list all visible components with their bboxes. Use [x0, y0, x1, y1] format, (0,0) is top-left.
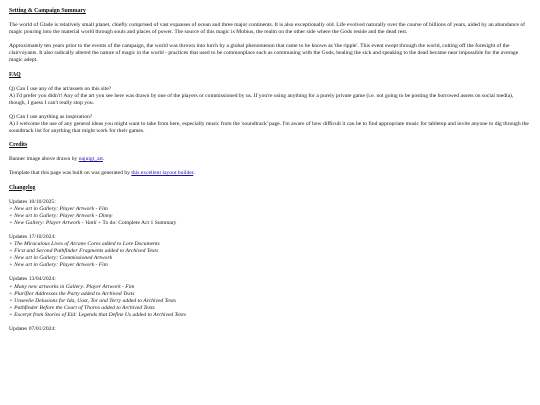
setting-paragraph-1: The world of Glade is relatively small planet, chiefly comprised of vast expanses of ocean and three major continents. It is also exceptionally old. Life evolved naturally over the course of billions of years, aided by an abundance of magic pouring into the material world through souls and places of power. The source of this magic is Mobius, the realm on the other side where the Gods reside and the dead rest. [9, 22, 526, 36]
changelog-update [9, 199, 531, 227]
credits-banner [9, 156, 531, 163]
faq-answer-1: A) I'd prefer you didn't! Any of the art you see here was drawn by one of the players or commissioned by us. If you're using anything for a purely private game (i.e. not going to be posting the borrowed assets on social media), though, I guess I can't really stop you. [9, 92, 514, 106]
changelog-update [9, 326, 531, 333]
changelog-entry-text: + New Gallery: Player Artwork - Vanli [9, 219, 97, 226]
faq-item-2 [9, 114, 531, 135]
changelog-update-title: Updates 17/10/2024: [9, 233, 56, 240]
changelog-entry-text: + First and Second Pathfinder Fragments added to Archived Texts [9, 248, 159, 255]
credits-template [9, 170, 531, 177]
credits-banner-suffix: . [102, 156, 105, 163]
changelog-update [9, 276, 531, 319]
changelog-entry [9, 248, 531, 255]
changelog-entry [9, 213, 531, 220]
credits-heading: Credits [9, 142, 28, 149]
changelog-entry-text: + Many new artworks in Gallery: Player Artwork - Fim [9, 283, 135, 290]
changelog-entry-text: + The Miraculous Lives of Arcane Cores added to Lore Documents [9, 241, 160, 248]
changelog-entry [9, 291, 531, 298]
faq-question-2: Q) Can I use anything as inspiration? [9, 113, 93, 120]
changelog-update-title: Updates 13/04/2024: [9, 276, 56, 283]
changelog-entry [9, 262, 531, 269]
credits-banner-prefix: Banner image above drawn by [9, 156, 79, 163]
changelog-entry-note: + To do: Complete Act 1 Summary [96, 219, 177, 226]
faq-answer-2: A) I welcome the use of any general ideas you might want to take from here, especially music from the 'soundtrack' page. I'm aware of how difficult it can be to find appropriate music for tabletop and invite anyone to dig through the soundtrack list for anything that might work for their games. [9, 121, 529, 135]
changelog-heading: Changelog [9, 184, 36, 191]
changelog-entry-text: + New art in Gallery: Player Artwork - Dinny [9, 212, 113, 219]
setting-heading: Setting & Campaign Summary [9, 8, 86, 14]
changelog-entry [9, 206, 531, 213]
changelog-entry [9, 298, 531, 305]
changelog-update [9, 234, 531, 269]
changelog-list [9, 199, 531, 334]
faq-item-1 [9, 86, 531, 107]
changelog-update-title: Updates 10/10/2025: [9, 198, 56, 205]
credits-template-prefix: Template that this page was built on was generated by [9, 170, 132, 177]
changelog-entry-text: + Pluriflor Addresses the Party added to Archived Texts [9, 290, 135, 297]
changelog-update-title: Updates 07/01/2024: [9, 326, 56, 332]
changelog-entry [9, 284, 531, 291]
changelog-entry [9, 220, 531, 227]
changelog-entry [9, 312, 531, 319]
banner-artist-link[interactable]: najuigt_art [78, 156, 103, 163]
changelog-entry-text: + New art in Gallery: Commissioned Artwork [9, 255, 113, 262]
changelog-entry-text: + New art in Gallery: Player Artwork - Fim [9, 205, 108, 212]
faq-question-1: Q) Can I use any of the art/assets on this site? [9, 85, 112, 92]
changelog-entry-text: + Unseelie Delusions for Ida, Uast, Tor and Terry added to Archived Texts [9, 297, 176, 304]
changelog-entry-text: + Excerpt from Stories of Eld: Legends that Define Us added to Archived Texts [9, 311, 186, 318]
faq-heading: FAQ [9, 71, 21, 78]
changelog-entry [9, 255, 531, 262]
setting-paragraph-2: Approximately ten years prior to the events of the campaign, the world was thrown into lurch by a global phenomenon that came to be known as 'the ripple'. This event swept through the world, cutting off the foresight of the clairvoyants. It also radically altered the nature of magic in the world - practices that used to be commonplace such as communing with the Gods, healing the sick and speaking to the dead became near impossible for the average magic adept. [9, 43, 519, 64]
changelog-entry [9, 305, 531, 312]
credits-template-suffix: . [193, 170, 195, 177]
changelog-entry-text: + New art in Gallery: Player Artwork - Fim [9, 262, 108, 269]
changelog-entry-text: + Pathfinder Before the Court of Thorns added to Archived Texts [9, 304, 155, 311]
layout-builder-link[interactable]: this excellent layout builder [131, 170, 194, 177]
